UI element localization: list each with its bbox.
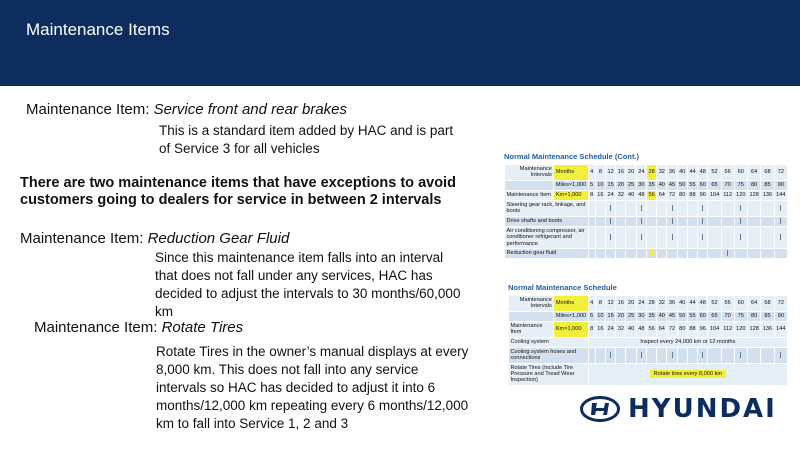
month-value: 8 — [595, 165, 605, 181]
interval-cell — [616, 226, 626, 248]
mile-value: 55 — [689, 182, 696, 189]
km-value: 136 — [762, 192, 773, 199]
schedule-cont-title: Normal Maintenance Schedule (Cont.) — [504, 152, 640, 161]
interval-cell — [774, 248, 787, 258]
blank-cell — [505, 180, 554, 190]
schedule-table — [508, 295, 788, 386]
km-value: 8 — [588, 321, 595, 337]
km-value: 56 — [648, 192, 655, 199]
interval-cell — [606, 200, 616, 216]
interval-mark — [641, 352, 642, 358]
item2-heading — [20, 229, 420, 249]
interval-cell — [734, 200, 747, 216]
interval-cell — [588, 216, 595, 226]
interval-cell — [774, 216, 787, 226]
interval-cell — [626, 226, 636, 248]
mile-value: 60 — [699, 313, 706, 320]
interval-cell — [734, 216, 747, 226]
interval-cell — [595, 347, 605, 363]
mile-value: 65 — [708, 311, 721, 321]
schedule-title: Normal Maintenance Schedule — [508, 283, 617, 292]
km-value: 112 — [721, 321, 734, 337]
mile-value: 15 — [607, 313, 614, 320]
interval-mark — [740, 352, 741, 358]
month-value: 60 — [734, 296, 747, 312]
month-value: 16 — [616, 296, 626, 312]
interval-mark — [780, 352, 781, 358]
item2-prefix: Maintenance Item: — [20, 230, 148, 247]
interval-cell — [734, 248, 747, 258]
interval-cell — [657, 226, 667, 248]
mile-value: 10 — [597, 182, 604, 189]
table-row — [505, 216, 788, 226]
km-value: 24 — [606, 321, 616, 337]
month-value: 48 — [698, 296, 708, 312]
km-value: 128 — [747, 321, 760, 337]
interval-cell — [636, 216, 646, 226]
table-row — [505, 248, 788, 258]
km-value: 72 — [668, 192, 676, 199]
interval-cell — [721, 347, 734, 363]
schedule-item-label: Rotate Tires (Include Tire Pressure and Tread Wear Inspection) — [509, 363, 589, 385]
item2-description: Since this maintenance item falls into an interval that does not fall under any services, HAC has decided to adjust the intervals to 30 months/60,000 km — [155, 250, 461, 319]
interval-cell — [698, 248, 708, 258]
item3-prefix: Maintenance Item: — [34, 319, 162, 336]
km-value: 32 — [617, 192, 624, 199]
mile-value: 80 — [747, 311, 760, 321]
interval-cell — [616, 200, 626, 216]
interval-cell — [708, 347, 721, 363]
month-value: 36 — [667, 165, 677, 181]
km-value: 144 — [774, 321, 787, 337]
mile-value: 5 — [590, 313, 594, 320]
month-value: 72 — [774, 165, 787, 181]
interval-cell — [657, 216, 667, 226]
mile-value: 25 — [627, 182, 635, 189]
km-label: Km×1,000 — [554, 190, 588, 200]
km-label: Km×1,000 — [554, 321, 588, 337]
interval-mark — [727, 250, 728, 256]
table-row — [505, 226, 788, 248]
mile-value: 75 — [734, 180, 747, 190]
km-value: 48 — [636, 321, 646, 337]
interval-cell — [687, 200, 697, 216]
page-title: Maintenance Items — [26, 20, 170, 39]
km-value: 8 — [590, 192, 594, 199]
km-value: 144 — [776, 192, 786, 199]
km-value: 120 — [734, 321, 747, 337]
interval-mark — [740, 234, 741, 240]
km-value: 104 — [709, 192, 720, 199]
month-value: 40 — [677, 296, 687, 312]
mile-value: 35 — [648, 182, 655, 189]
mile-value: 70 — [721, 311, 734, 321]
interval-cell — [646, 226, 656, 248]
km-value: 136 — [761, 321, 774, 337]
interval-cell — [687, 216, 697, 226]
schedule-item-label: Cooling system hoses and connections — [509, 347, 589, 363]
interval-cell — [626, 216, 636, 226]
miles-label: Miles×1,000 — [554, 180, 588, 190]
month-value: 12 — [606, 165, 616, 181]
interval-cell — [588, 248, 595, 258]
km-value: 96 — [698, 321, 708, 337]
schedule-item-label: Air conditioning compressor, air conditioner refrigerant and performance — [505, 226, 589, 248]
mile-value: 10 — [597, 313, 604, 320]
km-value: 80 — [677, 321, 687, 337]
month-value: 4 — [588, 165, 595, 181]
interval-mark — [672, 352, 673, 358]
mile-value: 85 — [761, 180, 774, 190]
km-value: 40 — [626, 321, 636, 337]
interval-mark — [672, 234, 673, 240]
km-value: 80 — [679, 192, 686, 199]
km-value: 72 — [667, 321, 677, 337]
interval-cell — [774, 347, 787, 363]
month-value: 44 — [687, 296, 697, 312]
mile-value: 20 — [617, 313, 624, 320]
interval-cell — [657, 347, 667, 363]
interval-cell — [636, 226, 646, 248]
interval-cell — [708, 216, 721, 226]
month-value: 24 — [636, 296, 646, 312]
month-value: 8 — [595, 296, 605, 312]
table-row — [509, 321, 788, 337]
interval-cell — [667, 248, 677, 258]
hyundai-wordmark: HYUNDAI — [628, 394, 777, 424]
interval-mark — [702, 205, 703, 211]
table-row — [509, 363, 788, 385]
mile-value: 50 — [679, 182, 686, 189]
month-value: 16 — [616, 165, 626, 181]
mile-value: 70 — [721, 180, 734, 190]
interval-cell — [698, 226, 708, 248]
interval-cell — [687, 347, 697, 363]
interval-cell — [721, 248, 734, 258]
km-value: 88 — [689, 192, 696, 199]
miles-label: Miles×1,000 — [554, 311, 588, 321]
km-value: 64 — [657, 321, 667, 337]
schedule-item-label: Reduction gear fluid — [505, 248, 589, 258]
interval-cell — [595, 200, 605, 216]
table-row — [505, 190, 788, 200]
item3-heading — [34, 318, 394, 338]
interval-cell — [677, 248, 687, 258]
month-value: 52 — [708, 165, 721, 181]
interval-cell — [698, 200, 708, 216]
mile-value: 25 — [627, 313, 635, 320]
interval-cell — [667, 347, 677, 363]
item2-name: Reduction Gear Fluid — [147, 230, 290, 247]
interval-mark — [780, 205, 781, 211]
interval-cell — [747, 248, 760, 258]
interval-mark — [610, 352, 611, 358]
interval-cell — [626, 200, 636, 216]
interval-cell — [606, 216, 616, 226]
interval-cell — [588, 200, 595, 216]
interval-cell — [646, 200, 656, 216]
interval-cell — [667, 216, 677, 226]
interval-cell — [595, 216, 605, 226]
schedule-item-label: Drive shafts and boots — [505, 216, 589, 226]
mile-value: 40 — [658, 313, 665, 320]
km-value: 48 — [638, 192, 645, 199]
month-value: 20 — [626, 165, 636, 181]
mile-value: 85 — [761, 311, 774, 321]
item1-heading — [26, 100, 356, 120]
exceptions-heading: There are two maintenance items that have exceptions to avoid customers going to dealers for service in between 2 intervals — [20, 175, 456, 209]
interval-cell — [636, 248, 646, 258]
interval-mark — [610, 205, 611, 211]
interval-cell — [761, 216, 774, 226]
item3-description: Rotate Tires in the owner’s manual displays at every 8,000 km. This does not fall into any service intervals so HAC has decided to adjust it into 6 months/12,000 km repeating every 6 months/12,000 km to fall into Service 1, 2 and 3 — [156, 344, 469, 431]
mile-value: 90 — [774, 311, 787, 321]
month-value: 56 — [721, 296, 734, 312]
month-value: 60 — [734, 165, 747, 181]
interval-mark — [641, 218, 642, 224]
interval-mark — [672, 205, 673, 211]
table-row — [509, 311, 788, 321]
interval-cell — [616, 216, 626, 226]
interval-cell — [721, 226, 734, 248]
rotate-tires-note: Rotate tires every 8,000 km — [650, 370, 726, 378]
month-value: 64 — [747, 296, 760, 312]
table-row — [505, 165, 788, 181]
highlighted-mark — [649, 250, 654, 256]
mile-value: 90 — [774, 180, 787, 190]
month-value: 68 — [761, 165, 774, 181]
interval-mark — [702, 218, 703, 224]
interval-cell — [721, 216, 734, 226]
interval-cell — [708, 226, 721, 248]
interval-cell — [761, 200, 774, 216]
item1-description: This is a standard item added by HAC and is part of Service 3 for all vehicles — [159, 123, 454, 156]
month-value: 36 — [667, 296, 677, 312]
interval-cell — [595, 248, 605, 258]
table-row — [505, 200, 788, 216]
item-label: Maintenance Item — [505, 190, 554, 200]
interval-cell — [747, 200, 760, 216]
interval-cell — [747, 216, 760, 226]
interval-mark — [610, 218, 611, 224]
km-value: 40 — [627, 192, 635, 199]
interval-cell — [657, 248, 667, 258]
rotate-tires-cell — [588, 363, 787, 385]
interval-cell — [747, 347, 760, 363]
interval-cell — [606, 226, 616, 248]
interval-cell — [636, 200, 646, 216]
month-value: 4 — [588, 296, 595, 312]
km-value: 56 — [646, 321, 656, 337]
month-value: 64 — [747, 165, 760, 181]
interval-mark — [702, 352, 703, 358]
month-value: 72 — [774, 296, 787, 312]
interval-cell — [616, 347, 626, 363]
mile-value: 60 — [699, 182, 706, 189]
title-bar — [0, 0, 800, 86]
cooling-interval-note: Inspect every 24,000 km or 12 months — [588, 337, 787, 347]
maintenance-schedule — [508, 283, 788, 386]
interval-cell — [588, 226, 595, 248]
interval-cell — [646, 347, 656, 363]
interval-mark — [641, 234, 642, 240]
interval-mark — [740, 218, 741, 224]
mile-value: 65 — [708, 180, 721, 190]
interval-cell — [646, 216, 656, 226]
km-value: 128 — [749, 192, 759, 199]
month-value: 24 — [636, 165, 646, 181]
km-value: 104 — [708, 321, 721, 337]
interval-cell — [734, 226, 747, 248]
interval-cell — [606, 347, 616, 363]
mile-value: 45 — [668, 182, 676, 189]
mile-value: 20 — [617, 182, 624, 189]
interval-cell — [698, 347, 708, 363]
interval-cell — [646, 248, 656, 258]
interval-cell — [774, 200, 787, 216]
interval-mark — [780, 234, 781, 240]
item3-name: Rotate Tires — [161, 319, 244, 336]
interval-cell — [677, 347, 687, 363]
interval-cell — [734, 347, 747, 363]
interval-cell — [677, 216, 687, 226]
mile-value: 40 — [658, 182, 665, 189]
item1-name: Service front and rear brakes — [153, 101, 348, 118]
interval-cell — [626, 347, 636, 363]
mile-value: 55 — [689, 313, 696, 320]
mile-value: 30 — [638, 313, 645, 320]
interval-mark — [672, 218, 673, 224]
mile-value: 80 — [747, 180, 760, 190]
month-value: 12 — [606, 296, 616, 312]
km-value: 120 — [736, 192, 746, 199]
interval-cell — [761, 347, 774, 363]
km-value: 16 — [595, 321, 605, 337]
interval-cell — [657, 200, 667, 216]
interval-mark — [780, 218, 781, 224]
interval-cell — [626, 248, 636, 258]
interval-cell — [761, 226, 774, 248]
interval-cell — [708, 248, 721, 258]
hyundai-logo — [580, 394, 777, 424]
km-value: 24 — [607, 192, 614, 199]
interval-cell — [606, 248, 616, 258]
km-value: 96 — [699, 192, 706, 199]
interval-cell — [616, 248, 626, 258]
month-value: 44 — [687, 165, 697, 181]
interval-cell — [588, 347, 595, 363]
interval-cell — [687, 226, 697, 248]
months-label: Months — [554, 165, 588, 181]
month-value: 40 — [677, 165, 687, 181]
month-value: 68 — [761, 296, 774, 312]
intervals-label: Maintenance Intervals — [505, 165, 554, 181]
interval-mark — [702, 234, 703, 240]
maintenance-schedule-cont — [504, 152, 788, 259]
table-row — [509, 347, 788, 363]
interval-cell — [774, 226, 787, 248]
mile-value: 50 — [679, 313, 686, 320]
mile-value: 35 — [648, 313, 655, 320]
interval-cell — [636, 347, 646, 363]
table-row — [509, 296, 788, 312]
month-value: 32 — [657, 165, 667, 181]
interval-cell — [677, 226, 687, 248]
month-value: 52 — [708, 296, 721, 312]
interval-cell — [687, 248, 697, 258]
month-value: 28 — [646, 296, 656, 312]
km-value: 112 — [723, 192, 733, 199]
schedule-item-label: Steering gear rack, linkage, and boots — [505, 200, 589, 216]
km-value: 88 — [687, 321, 697, 337]
interval-mark — [641, 205, 642, 211]
month-value: 20 — [626, 296, 636, 312]
hyundai-emblem-icon — [580, 396, 620, 422]
months-label: Months — [554, 296, 588, 312]
interval-cell — [595, 226, 605, 248]
month-value: 48 — [698, 165, 708, 181]
interval-cell — [677, 200, 687, 216]
km-value: 16 — [597, 192, 604, 199]
schedule-item-label: Cooling system — [509, 337, 589, 347]
blank-cell — [509, 311, 554, 321]
table-row — [509, 337, 788, 347]
intervals-label: Maintenance Intervals — [509, 296, 554, 312]
interval-cell — [667, 226, 677, 248]
interval-mark — [740, 205, 741, 211]
interval-cell — [721, 200, 734, 216]
interval-cell — [761, 248, 774, 258]
mile-value: 45 — [668, 313, 676, 320]
month-value: 32 — [657, 296, 667, 312]
mile-value: 15 — [607, 182, 614, 189]
interval-cell — [667, 200, 677, 216]
table-row — [505, 180, 788, 190]
interval-mark — [610, 234, 611, 240]
mile-value: 75 — [734, 311, 747, 321]
schedule-cont-table — [504, 164, 788, 259]
interval-cell — [708, 200, 721, 216]
month-value: 28 — [646, 165, 656, 181]
item-label: Maintenance Item — [509, 321, 554, 337]
interval-cell — [747, 226, 760, 248]
mile-value: 30 — [638, 182, 645, 189]
km-value: 32 — [616, 321, 626, 337]
mile-value: 5 — [590, 182, 594, 189]
item1-prefix: Maintenance Item: — [26, 101, 154, 118]
interval-cell — [698, 216, 708, 226]
month-value: 56 — [721, 165, 734, 181]
km-value: 64 — [658, 192, 665, 199]
